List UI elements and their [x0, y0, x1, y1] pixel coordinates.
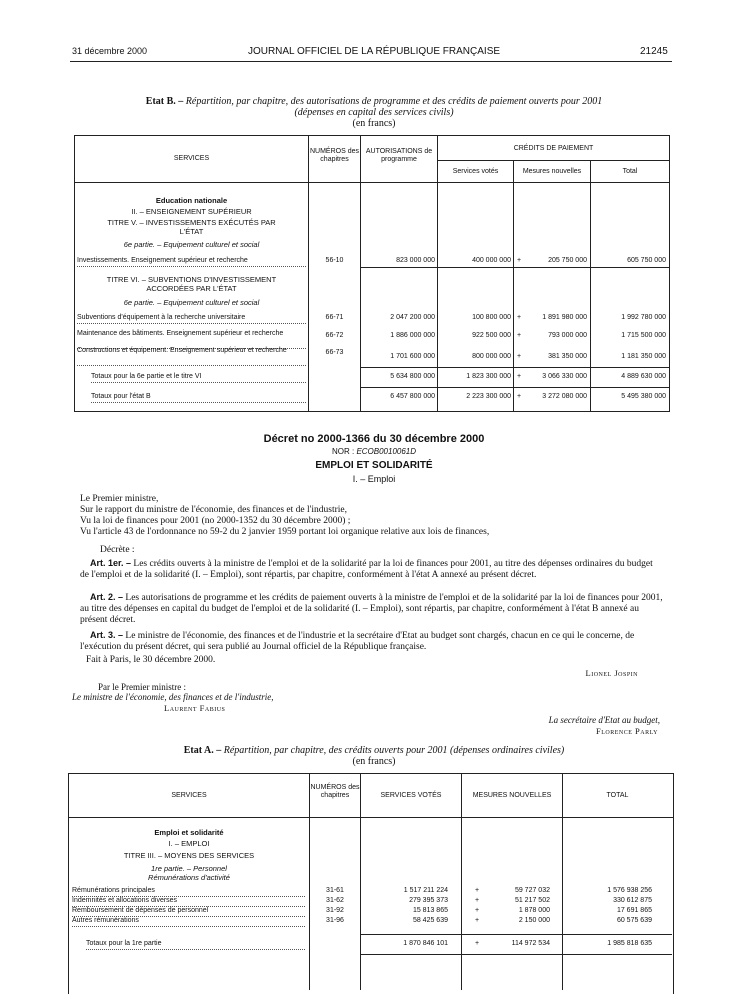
etat-a-section-partie: 1re partie. – Personnel [151, 864, 227, 873]
etat-b-section-titre-vi: TITRE VI. – SUBVENTIONS D'INVESTISSEMENT ACCORDÉES PAR L'ÉTAT [106, 275, 277, 293]
row-autorisations: 2 047 200 000 [390, 314, 435, 321]
row-chapitre: 31-61 [326, 887, 344, 894]
row-mesures: 1 891 980 000 [542, 314, 587, 321]
table-row-total [77, 372, 667, 382]
row-total: 5 495 380 000 [621, 393, 666, 400]
etat-a-col-services: SERVICES [171, 792, 207, 799]
row-chapitre: 66-72 [325, 332, 344, 339]
row-mesures: 381 350 000 [548, 353, 587, 360]
row-sign: + [516, 353, 522, 360]
row-total: 1 715 500 000 [621, 332, 666, 339]
row-rule [591, 267, 669, 268]
etat-b-subtitle: (dépenses en capital des services civils) [294, 107, 454, 118]
decret-fait: Fait à Paris, le 30 décembre 2000. [86, 655, 216, 665]
header-date: 31 décembre 2000 [72, 46, 148, 56]
row-label: Totaux pour la 1re partie [86, 939, 305, 950]
decret-decrete: Décrète : [100, 545, 135, 555]
row-services-votes: 1 823 300 000 [466, 373, 511, 380]
row-sign: + [516, 332, 522, 339]
etat-a-section-remunerations: Rémunérations d'activité [148, 873, 230, 882]
row-services-votes: 1 517 211 224 [403, 887, 448, 894]
etat-a-col-rule [360, 774, 361, 990]
row-rule [514, 267, 590, 268]
etat-b-col-mesures: Mesures nouvelles [522, 168, 582, 175]
decret-title: Décret no 2000-1366 du 30 décembre 2000 [263, 433, 485, 445]
table-row-total [77, 392, 667, 402]
row-autorisations: 823 000 000 [396, 257, 435, 264]
etat-a-table [68, 773, 674, 994]
etat-a-title-prefix: Etat A. – [183, 745, 222, 756]
etat-b-col-rule [437, 136, 438, 411]
row-chapitre: 31-62 [326, 897, 344, 904]
etat-b-col-total: Total [622, 168, 638, 175]
row-mesures: 205 750 000 [548, 257, 587, 264]
signatory-parly: Florence Parly [596, 726, 658, 736]
etat-b-col-autorisations: AUTORISATIONS de programme [365, 148, 433, 163]
row-total: 4 889 630 000 [621, 373, 666, 380]
row-mesures: 1 878 000 [518, 907, 550, 914]
row-total: 60 575 639 [616, 917, 652, 924]
etat-b-table [74, 135, 670, 412]
row-label: Investissements. Enseignement supérieur et recherche [77, 256, 306, 267]
row-mesures: 114 972 534 [511, 940, 550, 947]
row-autorisations: 6 457 800 000 [390, 393, 435, 400]
etat-b-col-credits: CRÉDITS DE PAIEMENT [513, 145, 594, 152]
row-rule [438, 267, 513, 268]
etat-b-col-rule [360, 136, 361, 411]
row-label: Totaux pour l'état B [91, 392, 306, 403]
decret-p2: Sur le rapport du ministre de l'économie, des finances et de l'industrie, [80, 505, 347, 515]
row-chapitre: 31-96 [326, 917, 344, 924]
row-autorisations: 1 886 000 000 [390, 332, 435, 339]
etat-b-header-rule [75, 182, 669, 183]
etat-a-title [0, 745, 748, 756]
etat-a-section-ministry: Emploi et solidarité [154, 828, 224, 837]
etat-b-col-services-votes: Services votés [452, 168, 499, 175]
row-sign: + [474, 907, 480, 914]
row-sign: + [516, 257, 522, 264]
row-services-votes: 400 000 000 [472, 257, 511, 264]
row-services-votes: 800 000 000 [472, 353, 511, 360]
decret-article-3 [80, 630, 664, 653]
etat-a-unit: (en francs) [352, 756, 396, 767]
row-services-votes: 1 870 846 101 [403, 940, 448, 947]
table-row [77, 256, 667, 266]
table-row [72, 906, 670, 916]
role-secretaire-budget: La secrétaire d'Etat au budget, [548, 715, 660, 725]
etat-a-header-rule [69, 817, 673, 818]
etat-b-section-partie: 6e partie. – Equipement culturel et social [123, 298, 260, 307]
row-services-votes: 2 223 300 000 [466, 393, 511, 400]
row-chapitre: 56-10 [325, 257, 344, 264]
etat-a-col-mesures: MESURES NOUVELLES [472, 792, 552, 799]
row-sign: + [516, 393, 522, 400]
row-chapitre: 66-73 [325, 349, 344, 356]
etat-a-section-sub: I. – EMPLOI [168, 839, 210, 848]
etat-b-section-titre-v: TITRE V. – INVESTISSEMENTS EXÉCUTÉS PAR L'ÉTAT [107, 218, 276, 236]
decret-nor: NOR : ECOB0010061D [331, 447, 417, 456]
row-sign: + [516, 314, 522, 321]
row-mesures: 793 000 000 [548, 332, 587, 339]
row-mesures: 3 272 080 000 [542, 393, 587, 400]
page-header [0, 46, 748, 60]
row-sign: + [516, 373, 522, 380]
etat-a-title-text: Répartition, par chapitre, des crédits ouverts pour 2001 (dépenses ordinaires civiles) [223, 745, 565, 756]
article-3-label: Art. 3. – [90, 630, 124, 640]
row-sign: + [474, 897, 480, 904]
table-row [77, 313, 667, 323]
row-sign: + [474, 887, 480, 894]
etat-a-section-titre: TITRE III. – MOYENS DES SERVICES [123, 851, 255, 860]
etat-a-col-rule [309, 774, 310, 990]
header-journal-title: JOURNAL OFFICIEL DE LA RÉPUBLIQUE FRANÇAISE [247, 46, 501, 57]
row-rule [361, 267, 437, 268]
etat-b-section-partie: 6e partie. – Equipement culturel et social [123, 240, 260, 249]
table-row [72, 896, 670, 906]
etat-a-col-rule [461, 774, 462, 990]
decret-article-1 [80, 558, 664, 581]
row-sign: + [474, 917, 480, 924]
article-2-text: Les autorisations de programme et les crédits de paiement ouverts à la ministre de l'emploi et de la solidarité par la loi de finances pour 2001, au titre des dépenses en capital du budget de l'emploi et de la solidarité (I. – Emploi), sont répartis, par chapitre, conformément à l'état B annexé au présent décret. [80, 593, 663, 625]
etat-a-col-numeros: NUMÉROS des chapitres [310, 784, 360, 799]
table-row [72, 916, 670, 926]
row-label: Indemnités et allocations diverses [72, 896, 305, 907]
article-1-text: Les crédits ouverts à la ministre de l'emploi et de la solidarité par la loi de finances pour 2001, au titre des dépenses ordinaires du budget de l'emploi et de la solidarité (I. – Emploi), sont répartis, par chapitre, conformément à l'état A annexé au présent décret. [80, 559, 653, 580]
row-total: 1 985 818 635 [607, 940, 652, 947]
row-label: Remboursement de dépenses de personnel [72, 906, 305, 917]
table-row [77, 346, 667, 366]
decret-article-2 [80, 592, 664, 626]
etat-b-section-sub: II. – ENSEIGNEMENT SUPÉRIEUR [131, 207, 252, 216]
decret-section: I. – Emploi [352, 474, 396, 484]
etat-b-col-numeros: NUMÉROS des chapitres [309, 148, 359, 163]
etat-b-title [0, 96, 748, 107]
row-total: 330 612 875 [613, 897, 652, 904]
article-3-text: Le ministre de l'économie, des finances et de l'industrie et la secrétaire d'Etat au budget sont chargés, chacun en ce qui le concerne, de l'exécution du présent décret, qui sera publié au Journal officiel de la République française. [80, 631, 635, 652]
etat-b-title-line1: Répartition, par chapitre, des autorisations de programme et des crédits de paiement ouverts pour 2001 [185, 96, 603, 107]
row-autorisations: 1 701 600 000 [390, 353, 435, 360]
article-2-label: Art. 2. – [90, 592, 124, 602]
row-autorisations: 5 634 800 000 [390, 373, 435, 380]
row-services-votes: 279 395 373 [409, 897, 448, 904]
row-total: 1 992 780 000 [621, 314, 666, 321]
row-label: Subventions d'équipement à la recherche universitaire [77, 313, 306, 324]
row-mesures: 2 150 000 [518, 917, 550, 924]
row-mesures: 51 217 502 [514, 897, 550, 904]
etat-a-col-total: TOTAL [606, 792, 629, 799]
etat-a-col-rule [562, 774, 563, 990]
row-label: Maintenance des bâtiments. Enseignement supérieur et recherche [77, 329, 306, 349]
row-total: 1 576 938 256 [607, 887, 652, 894]
table-row-total [72, 939, 670, 949]
row-chapitre: 66-71 [325, 314, 344, 321]
totals-rule [361, 387, 669, 388]
etat-b-unit: (en francs) [352, 118, 396, 129]
totals-rule [361, 367, 669, 368]
decret-par: Par le Premier ministre : [98, 682, 186, 692]
decret-ministry: EMPLOI ET SOLIDARITÉ [315, 460, 433, 471]
row-label: Totaux pour la 6e partie et le titre VI [91, 372, 306, 383]
article-1-label: Art. 1er. – [90, 558, 132, 568]
etat-b-title-prefix: Etat B. – [145, 96, 184, 107]
row-mesures: 59 727 032 [514, 887, 550, 894]
etat-b-col-services: SERVICES [173, 155, 210, 162]
etat-b-col-rule [308, 136, 309, 411]
row-total: 17 691 865 [616, 907, 652, 914]
decret-p3: Vu la loi de finances pour 2001 (no 2000-1352 du 30 décembre 2000) ; [80, 516, 351, 526]
etat-b-credits-rule [437, 160, 669, 161]
decret-nor-code: ECOB0010061D [356, 447, 417, 456]
table-row [72, 886, 670, 896]
row-services-votes: 100 800 000 [472, 314, 511, 321]
role-ministre-economie: Le ministre de l'économie, des finances et de l'industrie, [72, 692, 274, 702]
signatory-fabius: Laurent Fabius [164, 703, 226, 713]
etat-a-col-services-votes: SERVICES VOTÉS [380, 792, 442, 799]
row-total: 605 750 000 [627, 257, 666, 264]
signatory-jospin: Lionel Jospin [585, 668, 638, 678]
row-chapitre: 31-92 [326, 907, 344, 914]
decret-p1: Le Premier ministre, [80, 494, 159, 504]
header-page-number: 21245 [640, 46, 668, 57]
row-services-votes: 15 813 865 [412, 907, 448, 914]
decret-p4: Vu l'article 43 de l'ordonnance no 59-2 du 2 janvier 1959 portant loi organique relative aux lois de finances, [80, 527, 490, 537]
header-rule [70, 61, 672, 62]
row-services-votes: 922 500 000 [472, 332, 511, 339]
row-label: Constructions et équipement. Enseignement supérieur et recherche [77, 346, 306, 366]
row-total: 1 181 350 000 [621, 353, 666, 360]
row-sign: + [474, 940, 480, 947]
row-services-votes: 58 425 639 [412, 917, 448, 924]
row-label: Autres rémunérations [72, 916, 305, 927]
etat-b-section-ministry: Education nationale [155, 196, 228, 205]
row-mesures: 3 066 330 000 [542, 373, 587, 380]
row-label: Rémunérations principales [72, 886, 305, 897]
totals-rule [361, 934, 672, 935]
totals-rule [361, 954, 672, 955]
